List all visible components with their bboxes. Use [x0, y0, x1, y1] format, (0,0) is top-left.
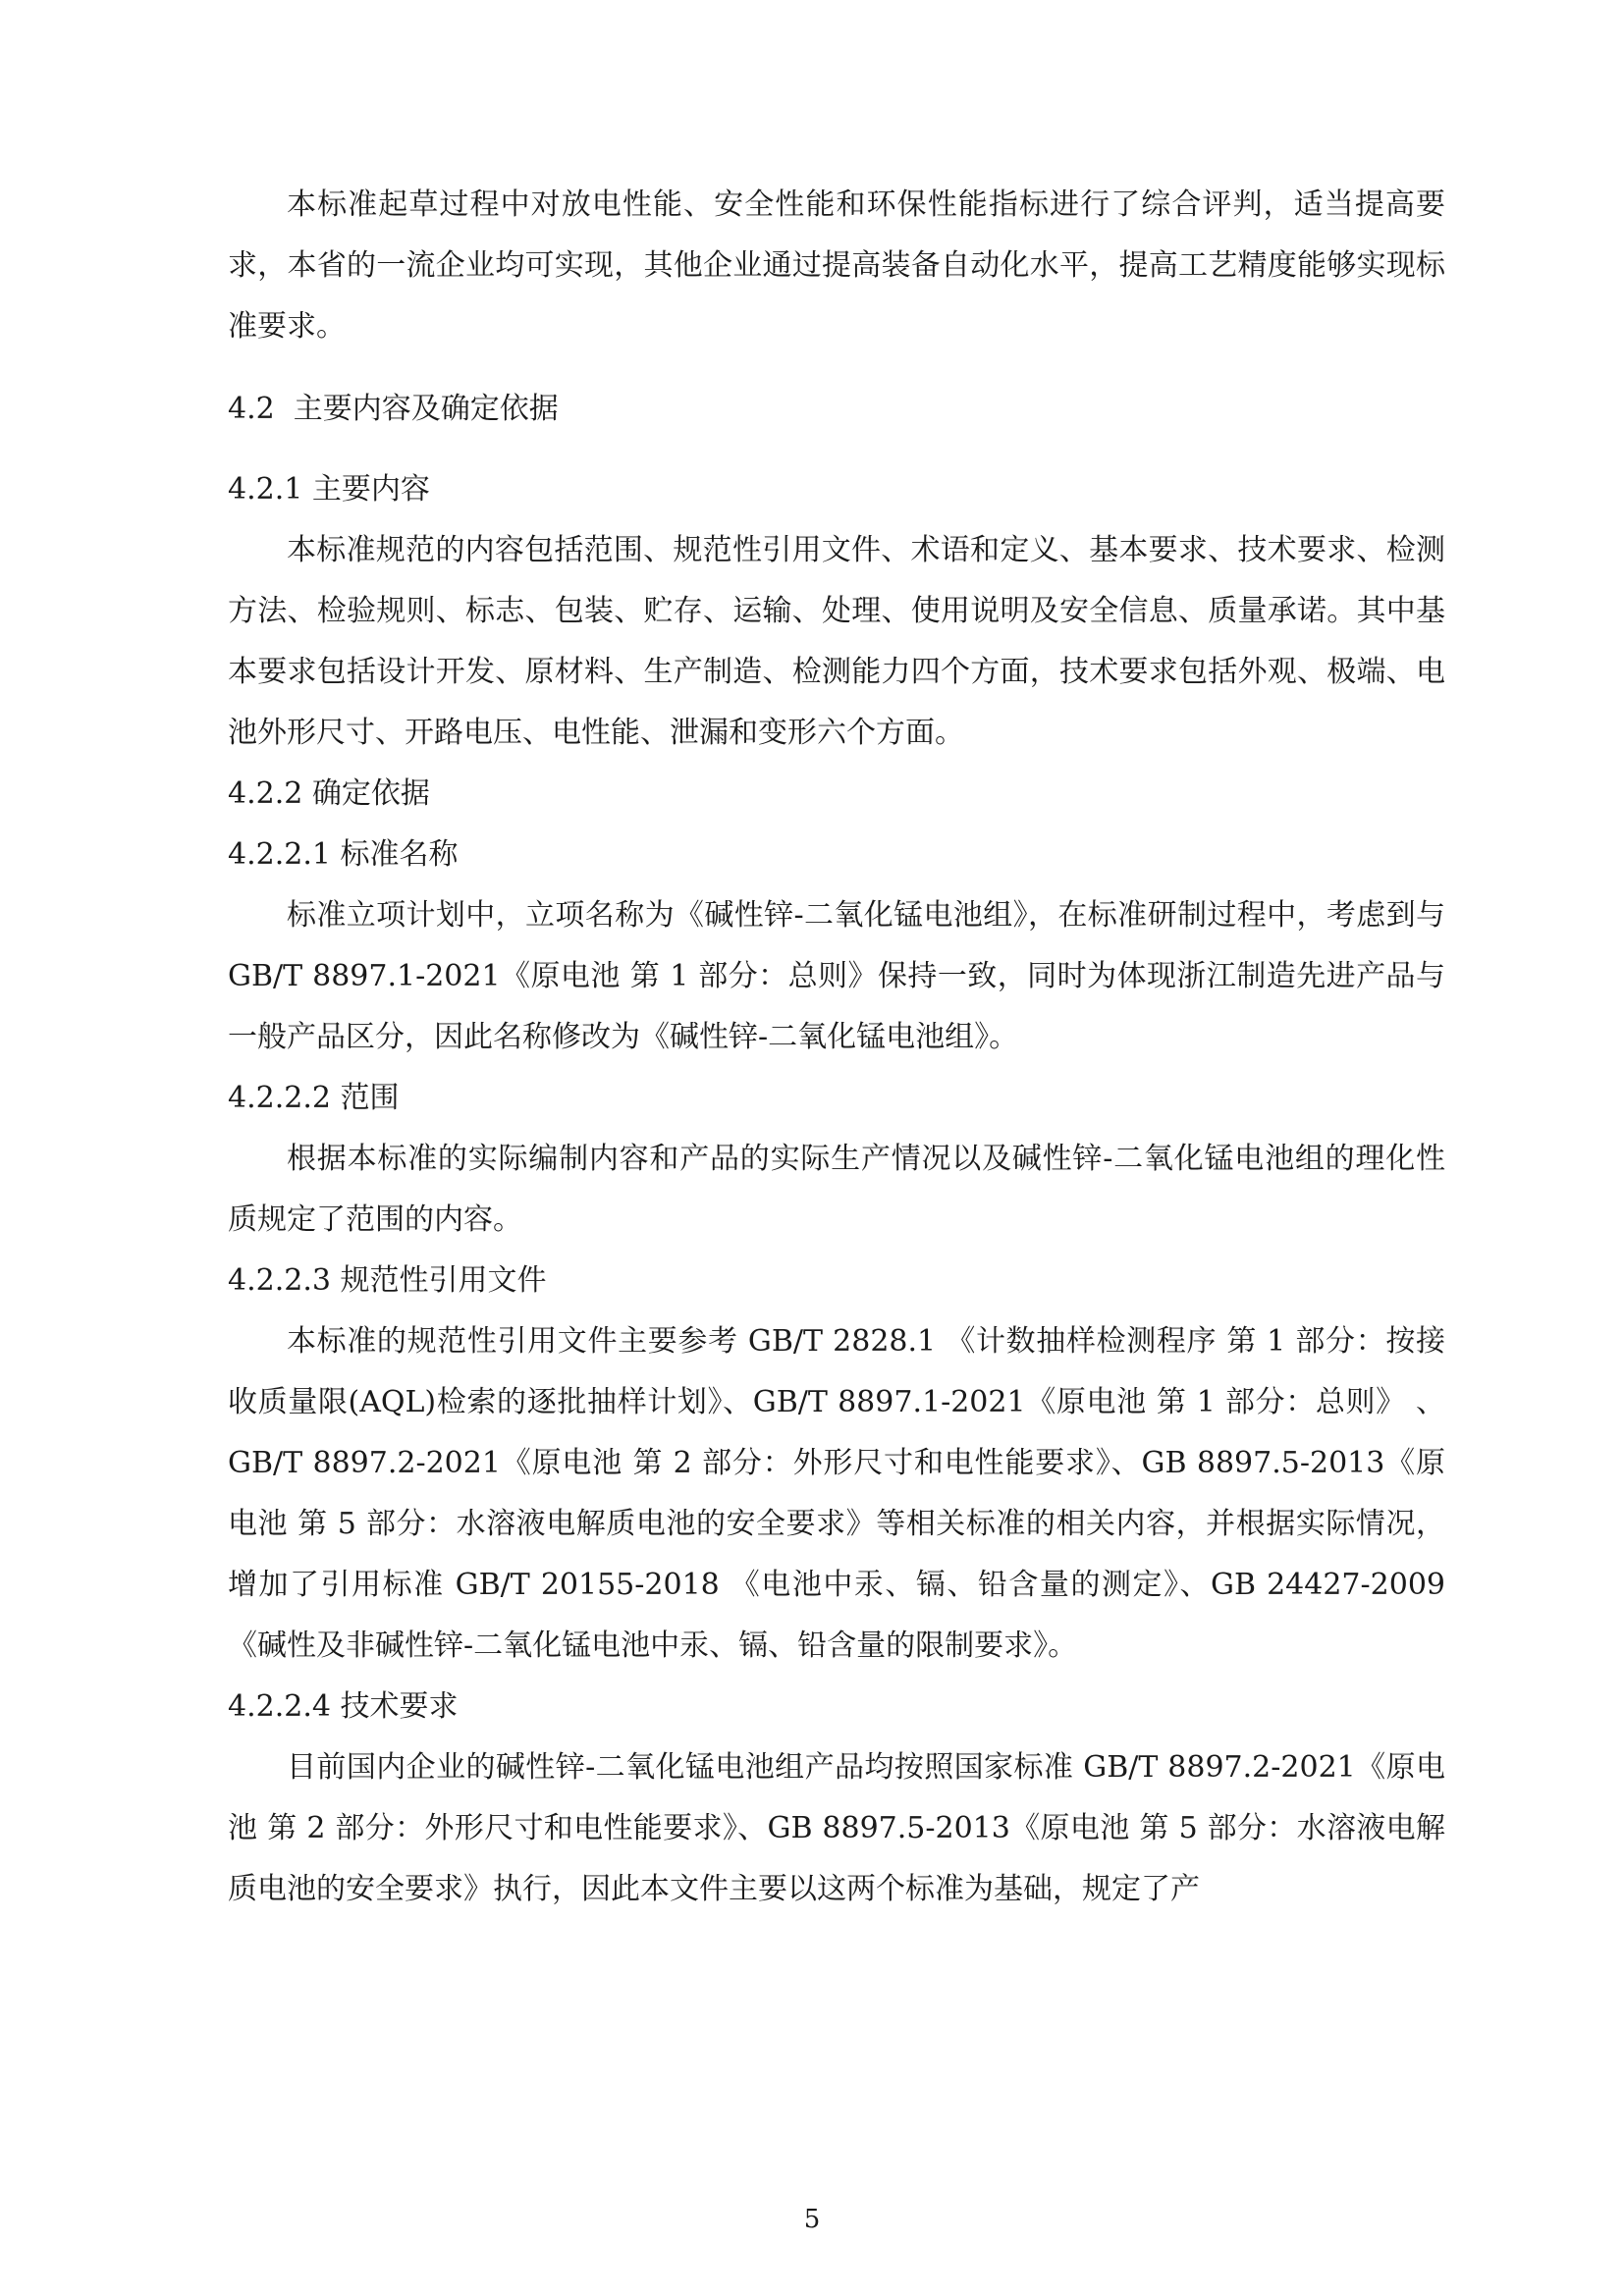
heading-4-2-1: 4.2.1 主要内容 [228, 472, 430, 507]
heading-4-2-2: 4.2.2 确定依据 [228, 776, 430, 811]
document-body [228, 175, 1445, 1920]
heading-4-2-2-4: 4.2.2.4 技术要求 [228, 1689, 459, 1724]
heading-4-2-2-2: 4.2.2.2 范围 [228, 1081, 400, 1115]
heading-4-2: 4.2 主要内容及确定依据 [228, 392, 559, 426]
heading-4-2-2-3: 4.2.2.3 规范性引用文件 [228, 1263, 547, 1298]
paragraph-scope: 根据本标准的实际编制内容和产品的实际生产情况以及碱性锌-二氧化锰电池组的理化性质规定了范围的内容。 [228, 1142, 1445, 1237]
paragraph-standard-name: 标准立项计划中，立项名称为《碱性锌-二氧化锰电池组》，在标准研制过程中，考虑到与 GB/T 8897.1-2021《原电池 第 1 部分：总则》保持一致，同时为体现浙江制造先进产品与一般产品区分，因此名称修改为《碱性锌-二氧化锰电池组》。 [228, 898, 1445, 1054]
paragraph-evaluation: 本标准起草过程中对放电性能、安全性能和环保性能指标进行了综合评判，适当提高要求，本省的一流企业均可实现，其他企业通过提高装备自动化水平，提高工艺精度能够实现标准要求。 [228, 187, 1445, 344]
paragraph-normative-references: 本标准的规范性引用文件主要参考 GB/T 2828.1 《计数抽样检测程序 第 1 部分：按接收质量限(AQL)检索的逐批抽样计划》、GB/T 8897.1-2021《原电池 第 1 部分：总则》 、GB/T 8897.2-2021《原电池 第 2 部分：外形尺寸和电性能要求》、GB 8897.5-2013《原电池 第 5 部分：水溶液电解质电池的安全要求》等相关标准的相关内容，并根据实际情况，增加了引用标准 GB/T 20155-2018 《电池中汞、镉、铅含量的测定》、GB 24427-2009 《碱性及非碱性锌-二氧化锰电池中汞、镉、铅含量的限制要求》。 [228, 1324, 1445, 1663]
heading-4-2-2-1: 4.2.2.1 标准名称 [228, 837, 459, 872]
page-number: 5 [803, 2205, 821, 2234]
paragraph-technical-requirements: 目前国内企业的碱性锌-二氧化锰电池组产品均按照国家标准 GB/T 8897.2-2021《原电池 第 2 部分：外形尺寸和电性能要求》、GB 8897.5-2013《原电池 第 5 部分：水溶液电解质电池的安全要求》执行，因此本文件主要以这两个标准为基础，规定了产 [228, 1750, 1445, 1906]
paragraph-main-content: 本标准规范的内容包括范围、规范性引用文件、术语和定义、基本要求、技术要求、检测方法、检验规则、标志、包装、贮存、运输、处理、使用说明及安全信息、质量承诺。其中基本要求包括设计开发、原材料、生产制造、检测能力四个方面，技术要求包括外观、极端、电池外形尺寸、开路电压、电性能、泄漏和变形六个方面。 [228, 533, 1445, 750]
